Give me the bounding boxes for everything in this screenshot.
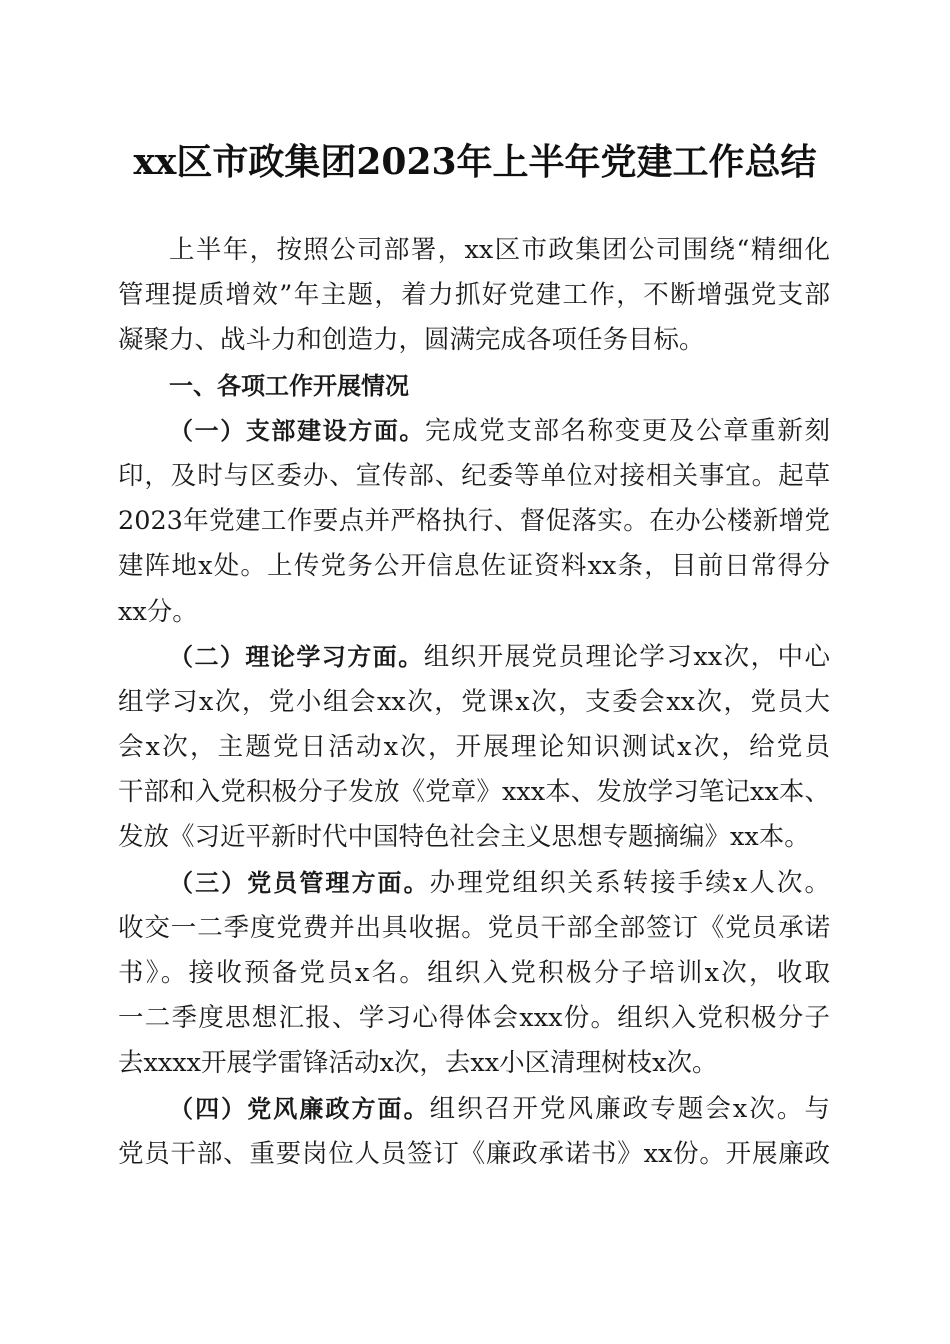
paragraph-line: xx分。	[118, 596, 198, 627]
paragraph-line: 2023年党建工作要点并严格执行、督促落实。在办公楼新增党	[118, 506, 830, 537]
intro-line: 上半年，按照公司部署，xx区市政集团公司围绕“精细化	[169, 235, 830, 265]
paragraph-first-line	[118, 1087, 830, 1132]
subsection-lead: （二）理论学习方面。	[169, 642, 424, 671]
paragraph-first-line	[118, 861, 830, 906]
paragraph-first-line	[118, 635, 830, 680]
section-heading: 一、各项工作开展情况	[169, 371, 409, 400]
paragraph-line: 一二季度思想汇报、学习心得体会xxx份。组织入党积极分子	[118, 1003, 830, 1034]
document-title: xx区市政集团2023年上半年党建工作总结	[133, 141, 817, 183]
paragraph-line: 印，及时与区委办、宣传部、纪委等单位对接相关事宜。起草	[118, 460, 830, 491]
intro-line: 凝聚力、战斗力和创造力，圆满完成各项任务目标。	[118, 325, 705, 356]
paragraph-text: 组织开展党员理论学习xx次，中心	[423, 641, 831, 672]
paragraph-text: 完成党支部名称变更及公章重新刻	[425, 415, 830, 446]
paragraph-line: 去xxxx开展学雷锋活动x次，去xx小区清理树枝x次。	[118, 1048, 718, 1079]
subsection-lead: （一）支部建设方面。	[169, 416, 426, 445]
paragraph-line: 书》。接收预备党员x名。组织入党积极分子培训x次，收取	[118, 958, 830, 988]
paragraph-line: 发放《习近平新时代中国特色社会主义思想专题摘编》xx本。	[118, 822, 810, 853]
paragraph-text: 办理党组织关系转接手续x人次。	[429, 867, 830, 898]
paragraph-text: 组织召开党风廉政专题会x次。与	[429, 1093, 830, 1124]
paragraph-line: 干部和入党积极分子发放《党章》xxx本、发放学习笔记xx本、	[118, 777, 830, 808]
subsection-lead: （三）党员管理方面。	[169, 868, 430, 897]
document-body	[118, 228, 830, 1177]
paragraph-line: 会x次，主题党日活动x次，开展理论知识测试x次，给党员	[118, 732, 830, 763]
subsection-lead: （四）党风廉政方面。	[169, 1094, 430, 1123]
paragraph-first-line	[118, 409, 830, 454]
paragraph-line: 收交一二季度党费并出具收据。党员干部全部签订《党员承诺	[118, 912, 830, 943]
intro-line: 管理提质增效”年主题，着力抓好党建工作，不断增强党支部	[118, 280, 830, 311]
paragraph-line: 组学习x次，党小组会xx次，党课x次，支委会xx次，党员大	[118, 686, 830, 717]
paragraph-line: 建阵地x处。上传党务公开信息佐证资料xx条，目前日常得分	[118, 551, 830, 582]
paragraph-line: 党员干部、重要岗位人员签订《廉政承诺书》xx份。开展廉政	[118, 1138, 830, 1169]
